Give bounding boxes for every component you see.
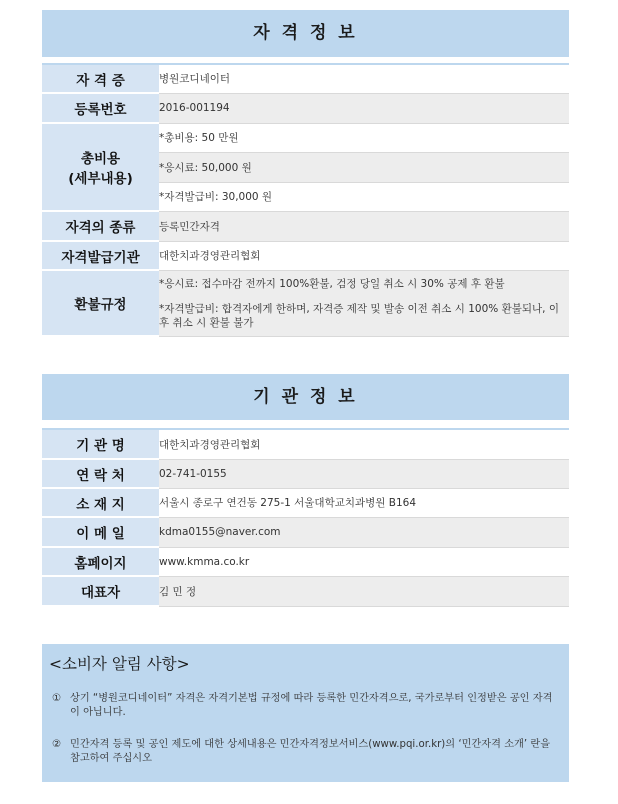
- cert-issuer-label: 자격발급기관: [42, 241, 159, 270]
- org-info-table: [42, 430, 569, 607]
- table-row: [42, 517, 569, 547]
- cert-section-title: 자 격 정 보: [42, 10, 569, 57]
- org-rep-value: 김 민 정: [159, 576, 569, 606]
- notice-item-2-text: 민간자격 등록 및 공인 제도에 대한 상세내용은 민간자격정보서비스(www.pqi.or.kr)의 ‘민간자격 소개’ 란을 참고하여 주십시오: [70, 739, 551, 764]
- cert-reg-value: 2016-001194: [159, 93, 569, 123]
- consumer-notice-box: [42, 644, 569, 782]
- cert-cost-issue: *자격발급비: 30,000 원: [159, 182, 569, 211]
- table-row: [42, 430, 569, 459]
- org-address-value: 서울시 종로구 연건동 275-1 서울대학교치과병원 B164: [159, 488, 569, 517]
- cert-name-value: 병원코디네이터: [159, 65, 569, 93]
- table-row: [42, 93, 569, 123]
- cert-refund-1: *응시료: 접수마감 전까지 100%환불, 검정 당일 취소 시 30% 공제 후 환불: [159, 270, 569, 296]
- table-row: [42, 211, 569, 241]
- notice-item-1-text: 상기 “병원코디네이터” 자격은 자격기본법 규정에 따라 등록한 민간자격으로, 국가로부터 인정받은 공인 자격이 아닙니다.: [70, 693, 553, 718]
- table-row: [42, 488, 569, 517]
- org-homepage-value: www.kmma.co.kr: [159, 547, 569, 576]
- notice-item-1-number: ①: [52, 693, 62, 704]
- notice-title: <소비자 알림 사항>: [49, 655, 190, 673]
- cert-issuer-value: 대한치과경영관리협회: [159, 241, 569, 270]
- table-row: [42, 576, 569, 606]
- org-homepage-label: 홈페이지: [42, 547, 159, 576]
- notice-item-2-number: ②: [52, 739, 62, 750]
- cert-reg-label: 등록번호: [42, 93, 159, 123]
- cert-name-label: 자 격 증: [42, 65, 159, 93]
- org-rep-label: 대표자: [42, 576, 159, 606]
- org-email-label: 이 메 일: [42, 517, 159, 547]
- org-name-label: 기 관 명: [42, 430, 159, 459]
- cert-info-table: [42, 65, 569, 337]
- notice-item-1: [52, 692, 562, 720]
- cert-cost-exam: *응시료: 50,000 원: [159, 152, 569, 182]
- table-row: [42, 547, 569, 576]
- cert-cost-total: *총비용: 50 만원: [159, 123, 569, 152]
- org-address-label: 소 재 지: [42, 488, 159, 517]
- cert-cost-label-line2: (세부내용): [68, 171, 133, 187]
- table-row: [42, 459, 569, 488]
- org-contact-value: 02-741-0155: [159, 459, 569, 488]
- cert-cost-label: [42, 123, 159, 211]
- notice-item-2: [52, 738, 562, 766]
- org-email-value: kdma0155@naver.com: [159, 517, 569, 547]
- table-row: [42, 270, 569, 296]
- org-section-title: 기 관 정 보: [42, 374, 569, 420]
- cert-type-label: 자격의 종류: [42, 211, 159, 241]
- org-name-value: 대한치과경영관리협회: [159, 430, 569, 459]
- cert-refund-2: *자격발급비: 합격자에게 한하며, 자격증 제작 및 발송 이전 취소 시 100% 환불되나, 이후 취소 시 환불 불가: [159, 296, 569, 336]
- table-row: [42, 123, 569, 152]
- table-row: [42, 241, 569, 270]
- org-contact-label: 연 락 처: [42, 459, 159, 488]
- cert-type-value: 등록민간자격: [159, 211, 569, 241]
- cert-refund-label: 환불규정: [42, 270, 159, 336]
- cert-cost-label-line1: 총비용: [80, 151, 121, 167]
- table-row: [42, 65, 569, 93]
